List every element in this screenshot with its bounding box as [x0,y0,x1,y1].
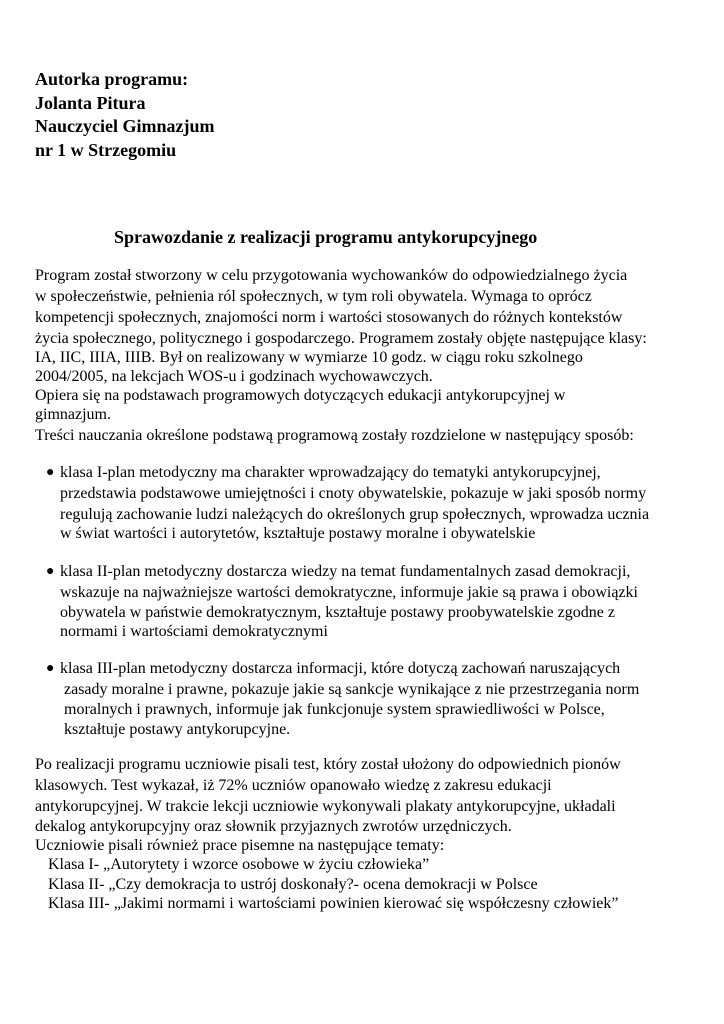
author-label: Autorka programu: [35,69,189,89]
document-title: Sprawozdanie z realizacji programu antykorupcyjnego [114,227,538,247]
topic-item: Klasa III- „Jakimi normami i wartościami powinien kierować się współczesny człowiek” [48,895,619,912]
bullet-line: moralnych i prawnych, informuje jak funkcjonuje system sprawiedliwości w Polsce, [64,701,605,718]
author-school: nr 1 w Strzegomiu [35,139,177,160]
bullet-line: wskazuje na najważniejsze wartości demokratyczne, informuje jakie są prawa i obowiązki [60,584,638,601]
author-role: Nauczyciel Gimnazjum [35,116,215,136]
bullet-line: klasa II-plan metodyczny dostarcza wiedzy na temat fundamentalnych zasad demokracji, [60,563,631,580]
intro-line: kompetencji społecznych, znajomości norm i wartości stosowanych do różnych kontekstów [35,309,623,326]
author-name: Jolanta Pitura [35,92,146,113]
intro-line: Program został stworzony w celu przygotowania wychowanków do odpowiedzialnego życia [35,267,628,284]
closing-line: klasowych. Test wykazał, iż 72% uczniów opanowało wiedzę z zakresu edukacji [35,777,552,794]
bullet-line: kształtuje postawy antykorupcyjne. [64,721,291,738]
bullet-line: regulują zachowanie ludzi należących do określonych grup społecznych, wprowadza ucznia [60,506,650,523]
closing-line: dekalog antykorupcyjny oraz słownik przyjaznych zwrotów urzędniczych. [35,818,512,835]
bullet-icon: ● [46,465,55,480]
author-block [35,68,214,162]
intro-line: gimnazjum. [35,406,111,423]
bullet-line: klasa I-plan metodyczny ma charakter wprowadzający do tematyki antykorupcyjnej, [60,464,601,481]
topic-item: Klasa II- „Czy demokracja to ustrój doskonały?- ocena demokracji w Polsce [48,876,538,893]
closing-line: antykorupcyjnej. W trakcie lekcji uczniowie wykonywali plakaty antykorupcyjne, układali [35,798,616,815]
bullet-icon: ● [46,661,55,676]
intro-line: w społeczeństwie, pełnienia ról społecznych, w tym roli obywatela. Wymaga to oprócz [35,288,592,305]
intro-line: 2004/2005, na lekcjach WOS-u i godzinach wychowawczych. [35,368,433,385]
intro-line: życia społecznego, politycznego i gospodarczego. Programem zostały objęte następujące klasy: [35,330,647,347]
bullet-icon: ● [46,564,55,579]
closing-line: Po realizacji programu uczniowie pisali test, który został ułożony do odpowiednich pionów [35,756,621,773]
bullet-line: klasa III-plan metodyczny dostarcza informacji, które dotyczą zachowań naruszających [60,660,621,677]
intro-line: Treści nauczania określone podstawą programową zostały rozdzielone w następujący sposób: [35,427,634,444]
intro-line: Opiera się na podstawach programowych dotyczących edukacji antykorupcyjnej w [35,387,566,404]
bullet-line: obywatela w państwie demokratycznym, kształtuje postawy proobywatelskie zgodne z [60,604,615,621]
closing-line: Uczniowie pisali również prace pisemne na następujące tematy: [35,837,445,854]
bullet-line: normami i wartościami demokratycznymi [60,623,328,640]
bullet-line: przedstawia podstawowe umiejętności i cnoty obywatelskie, pokazuje w jaki sposób normy [60,485,647,502]
topic-item: Klasa I- „Autorytety i wzorce osobowe w życiu człowieka” [48,856,430,873]
bullet-line: zasady moralne i prawne, pokazuje jakie są sankcje wynikające z nie przestrzegania norm [64,681,640,698]
bullet-line: w świat wartości i autorytetów, kształtuje postawy moralne i obywatelskie [60,525,536,542]
intro-line: IA, IIC, IIIA, IIIB. Był on realizowany w wymiarze 10 godz. w ciągu roku szkolnego [35,349,583,366]
